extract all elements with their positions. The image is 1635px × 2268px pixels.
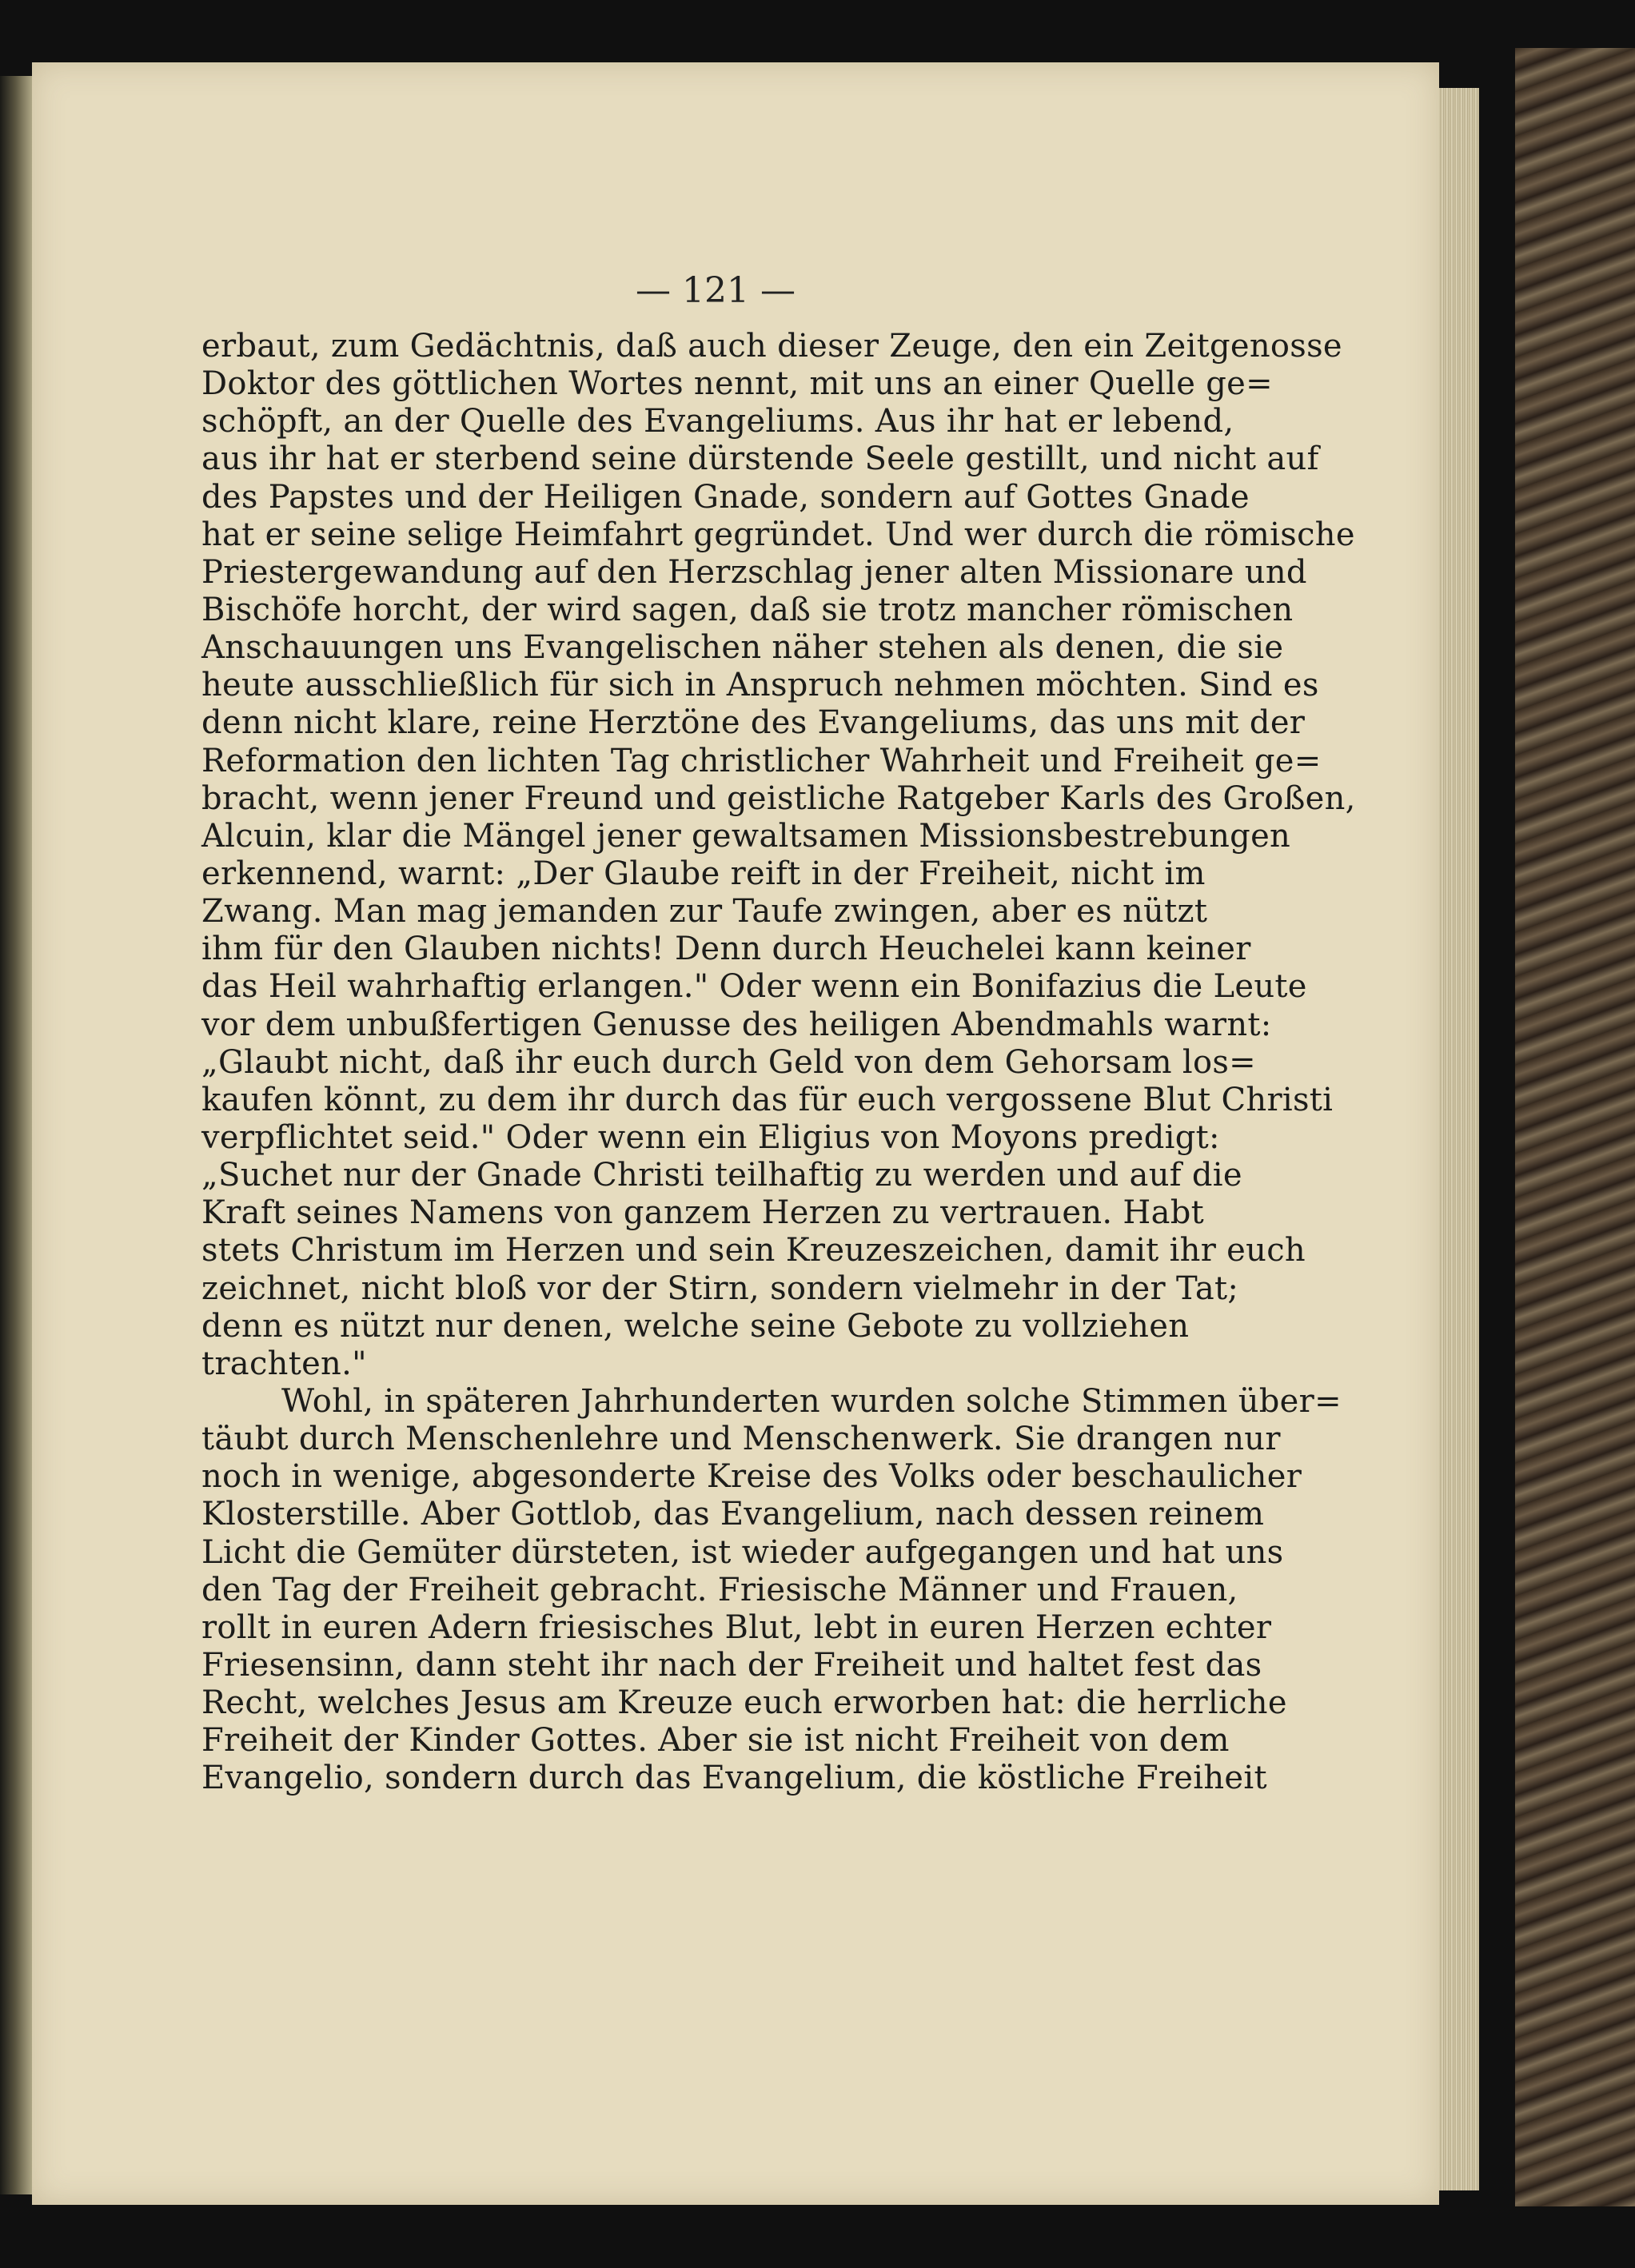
text-line: schöpft, an der Quelle des Evangeliums. Aus ihr hat er lebend, [201,403,1234,440]
text-line: kaufen könnt, zu dem ihr durch das für euch vergossene Blut Christi [201,1081,1334,1118]
book-page [32,62,1439,2205]
text-line: vor dem unbußfertigen Genusse des heiligen Abendmahls warnt: [201,1006,1272,1043]
marbled-cover [1515,48,1635,2206]
body-text [201,328,1356,1797]
text-line: Klosterstille. Aber Gottlob, das Evangelium, nach dessen reinem [201,1496,1265,1533]
text-line: Bischöfe horcht, der wird sagen, daß sie trotz mancher römischen [201,591,1294,628]
text-line: erbaut, zum Gedächtnis, daß auch dieser Zeuge, den ein Zeitgenosse [201,328,1342,365]
text-line: Anschauungen uns Evangelischen näher stehen als denen, die sie [201,629,1284,667]
text-line: Reformation den lichten Tag christlicher Wahrheit und Freiheit ge= [201,742,1322,779]
text-line: bracht, wenn jener Freund und geistliche Ratgeber Karls des Großen, [201,779,1356,817]
text-line: Wohl, in späteren Jahrhunderten wurden solche Stimmen über= [281,1382,1342,1420]
text-line: Licht die Gemüter dürsteten, ist wieder aufgegangen und hat uns [201,1533,1284,1571]
text-line: Doktor des göttlichen Wortes nennt, mit uns an einer Quelle ge= [201,365,1273,403]
text-line: Priestergewandung auf den Herzschlag jener alten Missionare und [201,553,1307,591]
text-line: täubt durch Menschenlehre und Menschenwerk. Sie drangen nur [201,1421,1281,1458]
text-line: zeichnet, nicht bloß vor der Stirn, sondern vielmehr in der Tat; [201,1270,1239,1307]
text-line: Evangelio, sondern durch das Evangelium, die köstliche Freiheit [201,1760,1267,1797]
text-line: Zwang. Man mag jemanden zur Taufe zwingen, aber es nützt [201,893,1208,931]
text-line: Recht, welches Jesus am Kreuze euch erworben hat: die herrliche [201,1684,1287,1722]
text-line: Freiheit der Kinder Gottes. Aber sie ist nicht Freiheit von dem [201,1722,1230,1760]
text-line: Kraft seines Namens von ganzem Herzen zu vertrauen. Habt [201,1194,1205,1232]
text-line: erkennend, warnt: „Der Glaube reift in der Freiheit, nicht im [201,855,1206,892]
text-line: denn es nützt nur denen, welche seine Gebote zu vollziehen [201,1307,1190,1345]
text-line: „Suchet nur der Gnade Christi teilhaftig zu werden und auf die [201,1157,1242,1194]
text-line: trachten." [201,1345,367,1382]
text-line: denn nicht klare, reine Herztöne des Evangeliums, das uns mit der [201,704,1306,742]
text-line: aus ihr hat er sterbend seine dürstende Seele gestillt, und nicht auf [201,440,1319,478]
text-line: heute ausschließlich für sich in Anspruch nehmen möchten. Sind es [201,667,1319,704]
text-line: Alcuin, klar die Mängel jener gewaltsamen Missionsbestrebungen [201,817,1291,855]
text-line: noch in wenige, abgesonderte Kreise des Volks oder beschaulicher [201,1458,1302,1496]
text-line: hat er seine selige Heimfahrt gegründet. Und wer durch die römische [201,516,1355,553]
text-line: des Papstes und der Heiligen Gnade, sondern auf Gottes Gnade [201,478,1250,516]
text-line: ihm für den Glauben nichts! Denn durch Heuchelei kann keiner [201,931,1251,968]
text-line: den Tag der Freiheit gebracht. Friesische Männer und Frauen, [201,1571,1238,1608]
text-line: das Heil wahrhaftig erlangen." Oder wenn ein Bonifazius die Leute [201,968,1307,1006]
text-line: verpflichtet seid." Oder wenn ein Eligius von Moyons predigt: [201,1118,1220,1156]
text-line: rollt in euren Adern friesisches Blut, lebt in euren Herzen echter [201,1608,1272,1646]
page-number: — 121 — [636,270,796,311]
text-line: „Glaubt nicht, daß ihr euch durch Geld von dem Gehorsam los= [201,1043,1256,1081]
text-line: stets Christum im Herzen und sein Kreuzeszeichen, damit ihr euch [201,1232,1306,1270]
text-line: Friesensinn, dann steht ihr nach der Freiheit und haltet fest das [201,1646,1262,1684]
